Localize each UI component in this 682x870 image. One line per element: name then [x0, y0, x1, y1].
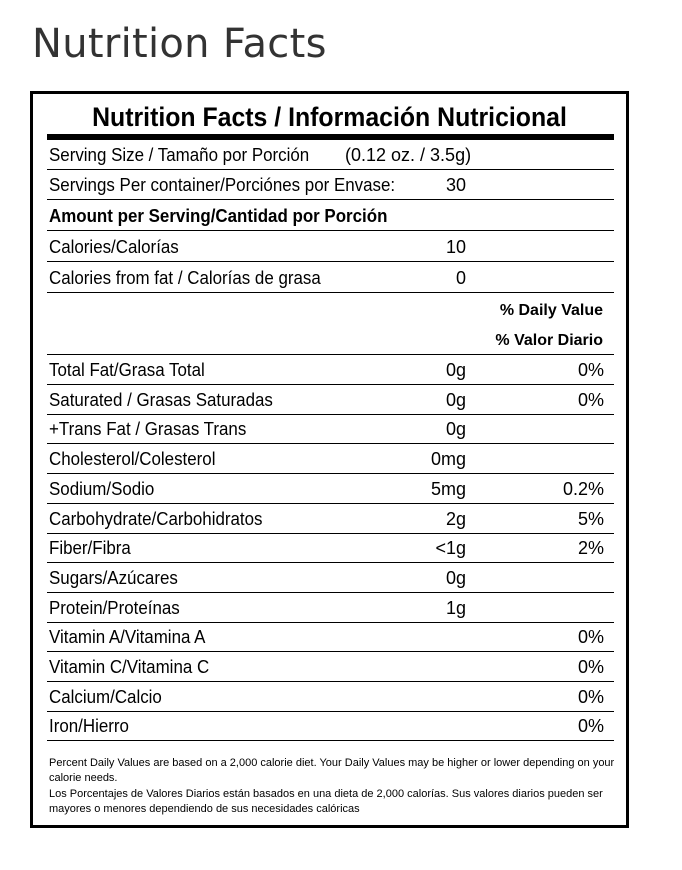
nutrient-amount: 2g	[445, 508, 466, 529]
daily-value-heading: % Daily Value	[499, 302, 603, 319]
nutrient-name: Sodium/Sodio	[49, 478, 155, 499]
nutrient-name: Fiber/Fibra	[49, 538, 131, 559]
vitamin-row	[47, 711, 614, 741]
nutrient-daily-value: 0%	[577, 627, 604, 648]
nutrient-amount: 0mg	[430, 449, 466, 470]
nutrient-daily-value: 0%	[577, 360, 604, 380]
serving-size-label: Serving Size / Tamaño por Porción	[49, 145, 310, 165]
nutrient-amount: 1g	[445, 597, 466, 618]
nutrient-row	[47, 385, 614, 415]
footnote	[49, 756, 617, 818]
calories-row	[47, 232, 614, 262]
nutrient-amount: <1g	[435, 538, 466, 559]
nutrient-name: Total Fat/Grasa Total	[49, 360, 205, 380]
nutrient-amount: 0g	[445, 419, 466, 440]
servings-per-container-row	[47, 170, 614, 200]
nutrient-daily-value: 5%	[577, 508, 604, 529]
nutrient-name: Protein/Proteínas	[49, 597, 180, 618]
nutrient-row	[47, 414, 614, 444]
serving-size-row	[47, 140, 614, 170]
nutrient-daily-value: 0%	[577, 716, 604, 737]
nutrition-facts-label	[30, 91, 629, 828]
nutrient-name: Calcium/Calcio	[49, 686, 162, 707]
calories-from-fat-label: Calories from fat / Calorías de grasa	[49, 268, 321, 288]
servings-per-container-label: Servings Per container/Porciónes por Envase:	[49, 175, 396, 195]
nutrient-row	[47, 444, 614, 474]
nutrient-amount: 0g	[445, 567, 466, 588]
valor-diario-heading: % Valor Diario	[495, 332, 603, 349]
nutrient-row	[47, 593, 614, 623]
nutrient-name: Saturated / Grasas Saturadas	[49, 389, 273, 410]
vitamin-row	[47, 652, 614, 682]
nutrient-daily-value: 0.2%	[562, 478, 604, 499]
nutrient-daily-value: 0%	[577, 389, 604, 410]
nutrient-amount: 0g	[445, 360, 466, 380]
nutrient-name: +Trans Fat / Grasas Trans	[49, 419, 247, 440]
label-title: Nutrition Facts / Información Nutricional	[92, 102, 567, 132]
footnote-english: Percent Daily Values are based on a 2,000 calorie diet. Your Daily Values may be higher or lower depending on your calorie needs.	[49, 757, 615, 784]
calories-label: Calories/Calorías	[49, 237, 179, 257]
nutrient-name: Iron/Hierro	[49, 716, 129, 737]
calories-value: 10	[445, 237, 466, 257]
nutrient-row	[47, 563, 614, 593]
nutrient-daily-value: 2%	[577, 538, 604, 559]
amount-per-serving-heading: Amount per Serving/Cantidad por Porción	[49, 206, 388, 226]
vitamin-row	[47, 622, 614, 652]
servings-per-container-value: 30	[445, 175, 466, 195]
nutrient-name: Vitamin A/Vitamina A	[49, 627, 206, 648]
nutrient-row	[47, 504, 614, 534]
nutrient-name: Sugars/Azúcares	[49, 567, 178, 588]
nutrient-name: Cholesterol/Colesterol	[49, 449, 216, 470]
nutrient-row	[47, 355, 614, 385]
daily-value-header-row	[47, 293, 614, 355]
nutrient-daily-value: 0%	[577, 686, 604, 707]
calories-from-fat-row	[47, 263, 614, 293]
page-title: Nutrition Facts	[32, 21, 327, 67]
nutrient-row	[47, 474, 614, 504]
nutrient-name: Vitamin C/Vitamina C	[49, 657, 210, 677]
amount-per-serving-row	[47, 201, 614, 231]
serving-size-value: (0.12 oz. / 3.5g)	[345, 145, 472, 165]
calories-from-fat-value: 0	[455, 268, 466, 288]
nutrient-name: Carbohydrate/Carbohidratos	[49, 508, 263, 529]
nutrient-amount: 0g	[445, 389, 466, 410]
nutrient-row	[47, 533, 614, 563]
nutrient-amount: 5mg	[430, 478, 466, 499]
footnote-spanish: Los Porcentajes de Valores Diarios están basados en una dieta de 2,000 calorías. Sus valores diarios pueden ser mayores o menores dependiendo de sus necesidades calóricas	[49, 788, 603, 815]
nutrient-daily-value: 0%	[577, 657, 604, 677]
vitamin-row	[47, 682, 614, 712]
